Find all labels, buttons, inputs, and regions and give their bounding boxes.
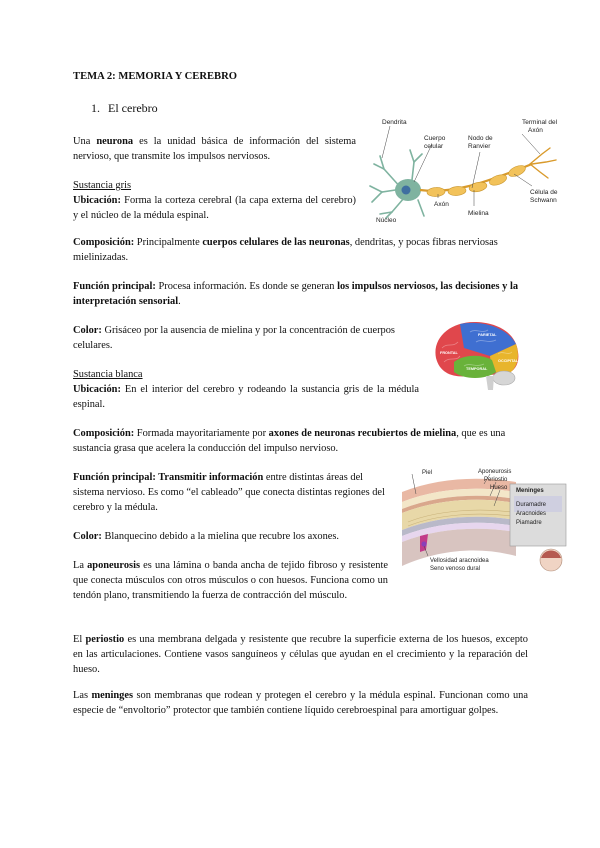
section-heading xyxy=(91,101,158,116)
label-terminal-1: Terminal del xyxy=(522,119,558,126)
label-vellosidad: Vellosidad aracnoidea xyxy=(430,558,489,564)
aponeurosis-paragraph: La aponeurosis es una lámina o banda ancha de tejido fibroso y resistente que conecta músculos con otros músculos o con huesos. Funciona como un tendón plano, transmitiendo la fuerza de contracción del músculo. xyxy=(73,560,388,601)
label-duramadre: Duramadre xyxy=(516,502,547,508)
gris-color-paragraph: Color: Grisáceo por la ausencia de mielina y por la concentración de cuerpos celulares. xyxy=(73,325,395,351)
label-cuerpo-2: celular xyxy=(424,143,444,150)
brain-lobes-diagram xyxy=(430,318,525,393)
label-axon: Axón xyxy=(434,201,449,208)
label-occipital: OCCIPITAL xyxy=(498,359,519,363)
label-aponeurosis: Aponeurosis xyxy=(478,469,512,475)
label-parietal: PARIETAL xyxy=(478,333,497,337)
label-schwann-2: Schwann xyxy=(530,197,557,204)
blanca-composicion-paragraph: Composición: Formada mayoritariamente por axones de neuronas recubiertos de mielina, que es una sustancia grasa que acelera la conducción del impulso nervioso. xyxy=(73,428,506,454)
label-nodo-1: Nodo de xyxy=(468,135,493,142)
label-nodo-2: Ranvier xyxy=(468,143,491,150)
label-frontal: FRONTAL xyxy=(440,351,458,355)
nucleus xyxy=(402,186,411,195)
gris-funcion-paragraph: Función principal: Procesa información. Es donde se generan los impulsos nerviosos, las decisiones y la interpretación sensorial. xyxy=(73,281,519,307)
doc-title: TEMA 2: MEMORIA Y CEREBRO xyxy=(73,71,238,82)
label-aracnoides: Aracnoides xyxy=(516,511,547,517)
periostio-paragraph: El periostio es una membrana delgada y resistente que recubre la superficie externa de los huesos, excepto en las articulaciones. Contiene vasos sanguíneos y células que ayudan en el crecimiento y la reparación del hueso. xyxy=(73,634,528,675)
meninges-diagram xyxy=(398,466,568,576)
label-seno: Seno venoso dural xyxy=(430,566,481,572)
label-cuerpo-1: Cuerpo xyxy=(424,135,446,142)
label-hueso: Hueso xyxy=(490,485,508,491)
meninges-paragraph: Las meninges son membranas que rodean y protegen el cerebro y la médula espinal. Funcionan como una especie de “envoltorio” protector que también contiene líquido cerebroespinal para amortiguar golpes. xyxy=(73,690,528,716)
label-mielina: Mielina xyxy=(468,210,489,217)
arachnoid-villus xyxy=(421,541,426,546)
label-piamadre: Piamadre xyxy=(516,520,542,526)
cerebellum xyxy=(493,371,515,385)
myelin-sheaths xyxy=(427,163,527,197)
label-piel: Piel xyxy=(422,470,433,476)
neuron-labels xyxy=(376,119,558,224)
neuron-diagram xyxy=(362,114,568,226)
axon-terminal xyxy=(530,148,556,178)
gris-ubicacion-paragraph: Sustancia gris Ubicación: Forma la corteza cerebral (la capa externa del cerebro) y el núcleo de la médula espinal. xyxy=(73,180,356,221)
label-nucleo: Núcleo xyxy=(376,217,397,224)
blanca-funcion-paragraph: Función principal: Transmitir información entre distintas áreas del sistema nervioso. Es como “el cableado” que conecta distintas regiones del cerebro y la médula. xyxy=(73,472,385,513)
section-number: 1. xyxy=(91,101,100,115)
blanca-heading: Sustancia blanca xyxy=(73,369,143,380)
gris-composicion-paragraph: Composición: Principalmente cuerpos celulares de las neuronas, dendritas, y pocas fibras nerviosas mielinizadas. xyxy=(73,237,498,263)
blanca-ubicacion-paragraph: Sustancia blanca Ubicación: En el interior del cerebro y rodeando la sustancia gris de la médula espinal. xyxy=(73,369,419,410)
label-terminal-2: Axón xyxy=(528,127,543,134)
brainstem xyxy=(486,376,494,390)
label-schwann-1: Célula de xyxy=(530,189,558,196)
label-periostio: Periostio xyxy=(484,477,508,483)
gris-heading: Sustancia gris xyxy=(73,180,132,191)
label-temporal: TEMPORAL xyxy=(466,367,488,371)
blanca-color-paragraph: Color: Blanquecino debido a la mielina que recubre los axones. xyxy=(73,531,340,542)
label-meninges-box-title: Meninges xyxy=(516,488,544,494)
neurona-paragraph: Una neurona es la unidad básica de información del sistema nervioso, que transmite los impulsos nerviosos. xyxy=(73,136,356,162)
section-title: El cerebro xyxy=(108,101,158,115)
label-dendrita: Dendrita xyxy=(382,119,407,126)
